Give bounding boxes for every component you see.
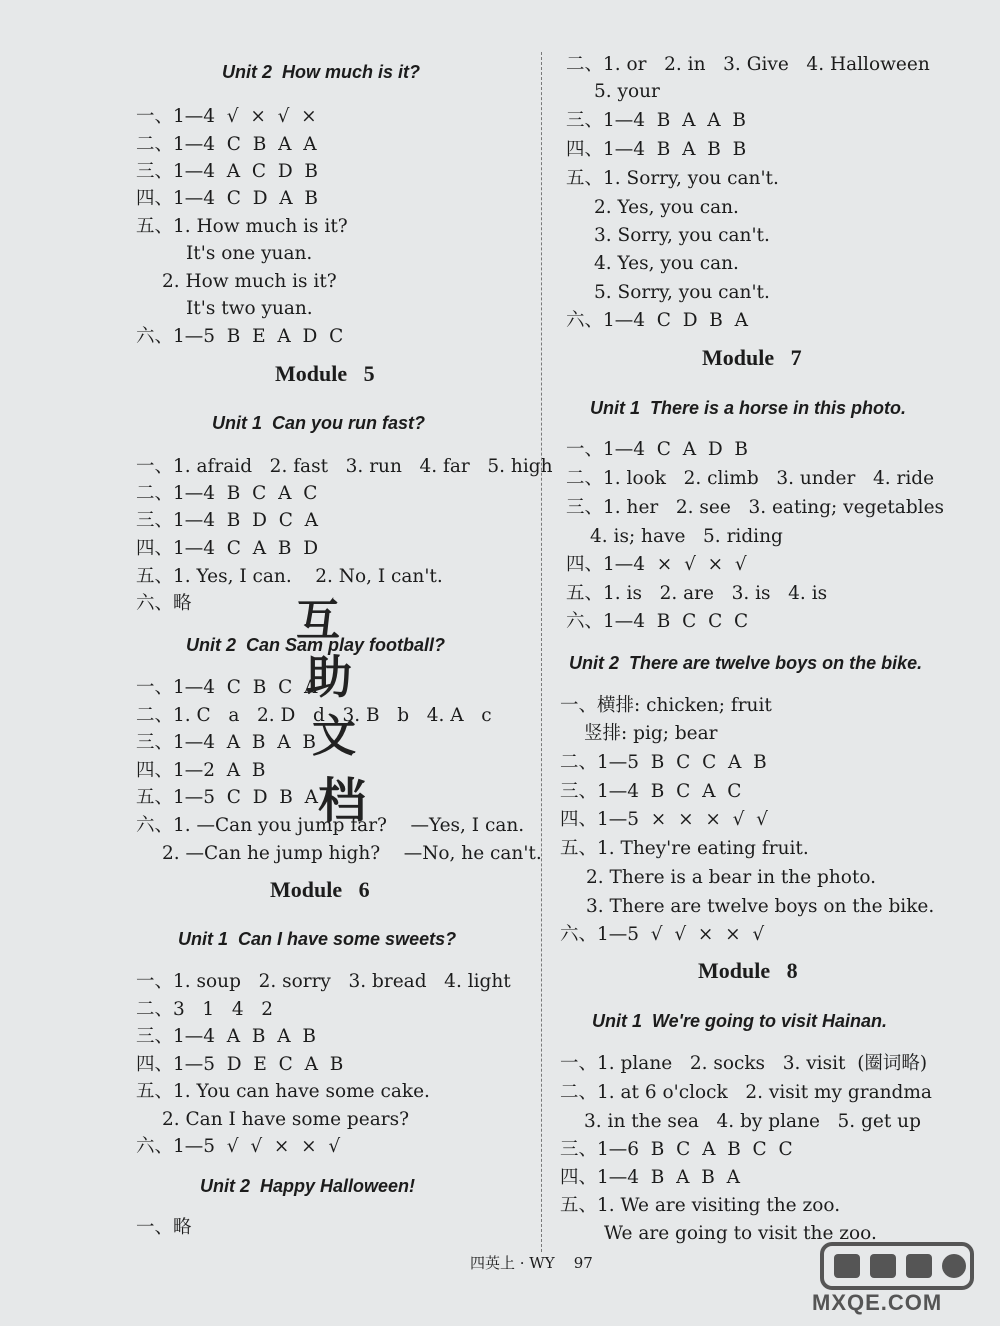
answer-line: 一、1. afraid 2. fast 3. run 4. far 5. high xyxy=(136,456,553,477)
answer-line: 二、1. at 6 o'clock 2. visit my grandma xyxy=(560,1082,932,1103)
answer-line: 二、1—4 B C A C xyxy=(136,483,318,504)
answer-line: 五、1. You can have some cake. xyxy=(136,1081,430,1102)
answer-line: 4. is; have 5. riding xyxy=(590,526,783,547)
answer-line: 五、1. They're eating fruit. xyxy=(560,838,809,859)
answer-line: 2. Yes, you can. xyxy=(594,197,739,218)
answer-line: 2. There is a bear in the photo. xyxy=(586,867,877,888)
answer-line: 四、1—4 B A B A xyxy=(560,1167,740,1188)
unit-title: Unit 1 Can I have some sweets? xyxy=(178,929,457,949)
answer-line: 三、1—4 B A A B xyxy=(566,110,746,131)
answer-line: It's two yuan. xyxy=(186,298,313,319)
unit-title: Unit 2 Happy Halloween! xyxy=(200,1176,416,1196)
answer-line: 3. Sorry, you can't. xyxy=(594,225,770,246)
unit-title: Unit 2 There are twelve boys on the bike. xyxy=(569,653,923,673)
answer-line: It's one yuan. xyxy=(186,243,313,264)
answer-line: 3. in the sea 4. by plane 5. get up xyxy=(584,1111,921,1132)
answer-line: 六、1—5 B E A D C xyxy=(136,326,344,347)
answer-line: 四、1—5 × × × √ √ xyxy=(560,809,768,830)
answer-line: 三、1. her 2. see 3. eating; vegetables xyxy=(566,497,945,518)
answer-line: 2. Can I have some pears? xyxy=(162,1109,410,1130)
page-footer: 四英上 · WY 97 xyxy=(470,1254,593,1272)
answer-line: 六、1—5 √ √ × × √ xyxy=(136,1136,341,1157)
unit-title: Unit 1 There is a horse in this photo. xyxy=(590,398,907,418)
module-heading: Module 8 xyxy=(698,958,798,983)
module-heading: Module 6 xyxy=(270,877,370,902)
answer-line: 3. There are twelve boys on the bike. xyxy=(586,896,935,917)
answer-line: 一、1. soup 2. sorry 3. bread 4. light xyxy=(136,971,511,992)
answer-line: 四、1—5 D E C A B xyxy=(136,1054,344,1075)
unit-title: Unit 2 Can Sam play football? xyxy=(186,635,446,655)
answer-line: 三、1—4 B D C A xyxy=(136,510,319,531)
handwritten-stamp-char: 文 xyxy=(312,711,356,762)
answer-line: 三、1—4 A C D B xyxy=(136,161,319,182)
answer-line: 二、1. or 2. in 3. Give 4. Halloween xyxy=(566,54,930,75)
answer-line: 四、1—2 A B xyxy=(136,760,266,781)
answer-line: 二、1—4 C B A A xyxy=(136,134,317,155)
answer-line: 四、1—4 C D A B xyxy=(136,188,319,209)
answer-line: 五、1. How much is it? xyxy=(136,216,348,237)
column-divider xyxy=(541,52,542,1252)
unit-title: Unit 2 How much is it? xyxy=(222,62,421,82)
answer-line: 二、3 1 4 2 xyxy=(136,999,274,1020)
answer-line: 一、横排: chicken; fruit xyxy=(560,695,772,716)
answer-line: 六、1. —Can you jump far? —Yes, I can. xyxy=(136,815,525,836)
answer-line: 五、1—5 C D B A xyxy=(136,787,319,808)
answer-line: 三、1—4 A B A B xyxy=(136,732,316,753)
answer-line: 四、1—4 C A B D xyxy=(136,538,319,559)
answer-line: We are going to visit the zoo. xyxy=(604,1223,877,1244)
unit-title: Unit 1 We're going to visit Hainan. xyxy=(592,1011,887,1031)
answer-line: 六、1—5 √ √ × × √ xyxy=(560,924,765,945)
answer-line: 六、1—4 C D B A xyxy=(566,310,749,331)
answer-line: 四、1—4 × √ × √ xyxy=(566,554,747,575)
answer-line: 六、略 xyxy=(136,593,192,614)
answer-line: 三、1—6 B C A B C C xyxy=(560,1139,793,1160)
answer-line: 二、1. C a 2. D d 3. B b 4. A c xyxy=(136,705,492,726)
answer-line: 竖排: pig; bear xyxy=(584,723,718,744)
answer-line: 一、1—4 √ × √ × xyxy=(136,106,317,127)
answer-line: 二、1. look 2. climb 3. under 4. ride xyxy=(566,468,935,489)
answer-line: 一、略 xyxy=(136,1217,192,1238)
watermark-logo xyxy=(812,1240,982,1320)
answer-line: 4. Yes, you can. xyxy=(594,253,739,274)
module-heading: Module 5 xyxy=(275,361,375,386)
handwritten-stamp-char: 档 xyxy=(318,773,367,829)
watermark-text: MXQE.COM xyxy=(812,1290,943,1315)
answer-line: 一、1. plane 2. socks 3. visit (圈词略) xyxy=(560,1053,928,1074)
answer-line: 一、1—4 C B C A xyxy=(136,677,318,698)
answer-line: 5. Sorry, you can't. xyxy=(594,282,770,303)
unit-title: Unit 1 Can you run fast? xyxy=(212,413,426,433)
answer-line: 五、1. Sorry, you can't. xyxy=(566,168,779,189)
module-heading: Module 7 xyxy=(702,345,802,370)
answer-line: 五、1. is 2. are 3. is 4. is xyxy=(566,583,828,604)
answer-line: 2. How much is it? xyxy=(162,271,337,292)
answer-line: 三、1—4 B C A C xyxy=(560,781,742,802)
answer-line: 二、1—5 B C C A B xyxy=(560,752,767,773)
answer-line: 5. your xyxy=(594,81,660,102)
answer-line: 三、1—4 A B A B xyxy=(136,1026,316,1047)
handwritten-stamp-char: 助 xyxy=(306,650,352,704)
answer-line: 2. —Can he jump high? —No, he can't. xyxy=(162,843,542,864)
answer-line: 五、1. Yes, I can. 2. No, I can't. xyxy=(136,566,443,587)
answer-line: 六、1—4 B C C C xyxy=(566,611,749,632)
handwritten-stamp-char: 互 xyxy=(296,595,340,646)
answer-line: 五、1. We are visiting the zoo. xyxy=(560,1195,841,1216)
answer-line: 四、1—4 B A B B xyxy=(566,139,747,160)
answer-line: 一、1—4 C A D B xyxy=(566,439,749,460)
